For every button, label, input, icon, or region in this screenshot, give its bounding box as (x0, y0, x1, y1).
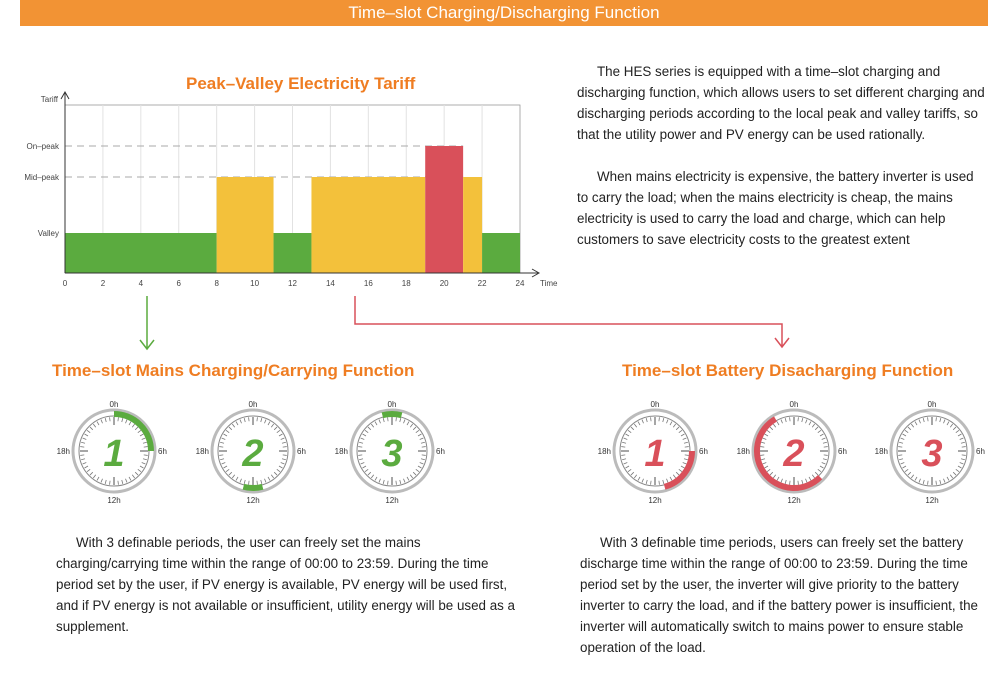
battery-section-title: Time–slot Battery Disacharging Function (622, 361, 954, 380)
dial-label-6h: 6h (699, 447, 708, 456)
x-tick-label: 16 (363, 279, 373, 288)
dial-label-12h: 12h (246, 496, 260, 505)
segment-1-mid-peak (217, 177, 274, 273)
intro-text (577, 61, 987, 250)
dial-tick (80, 447, 84, 448)
segment-4-on-peak (425, 146, 463, 273)
dial-active-arc (243, 487, 262, 488)
dial-number: 2 (242, 433, 264, 475)
dial-tick (659, 481, 660, 485)
battery-description (580, 532, 995, 658)
dial-tick (824, 455, 828, 456)
chart-title: Peak–Valley Electricity Tariff (186, 74, 416, 93)
x-tick-label: 12 (288, 279, 297, 288)
dial-label-0h: 0h (789, 400, 799, 409)
dial-label-0h: 0h (248, 400, 258, 409)
battery-dial-3 (875, 400, 985, 505)
x-tick-label: 20 (439, 279, 449, 288)
dial-tick (962, 447, 966, 448)
dial-tick (936, 417, 937, 421)
dial-label-18h: 18h (736, 447, 750, 456)
dial-tick (358, 455, 362, 456)
dial-tick (283, 455, 287, 456)
y-axis-label: Tariff (40, 95, 58, 104)
dial-number: 1 (644, 433, 666, 475)
section-banner: Time–slot Charging/Discharging Function (20, 0, 988, 26)
dial-tick (651, 417, 652, 421)
dial-number: 1 (103, 433, 125, 475)
dial-tick (928, 417, 929, 421)
dial-tick (144, 447, 148, 448)
dial-label-18h: 18h (597, 447, 611, 456)
dial-label-0h: 0h (109, 400, 119, 409)
dial-tick (144, 455, 148, 456)
dial-label-6h: 6h (436, 447, 445, 456)
segment-2-valley (274, 233, 312, 273)
y-level-label: Mid–peak (24, 173, 59, 182)
red-arrow (355, 296, 789, 347)
dial-tick (358, 447, 362, 448)
dial-number: 3 (921, 433, 943, 475)
dial-tick (422, 455, 426, 456)
dial-label-0h: 0h (650, 400, 660, 409)
dial-tick (685, 455, 689, 456)
dial-tick (118, 417, 119, 421)
dial-label-6h: 6h (297, 447, 306, 456)
mains-dial-2 (196, 400, 306, 505)
dial-tick (962, 455, 966, 456)
x-tick-label: 4 (138, 279, 144, 288)
dial-tick (659, 417, 660, 421)
segment-3-mid-peak (311, 177, 425, 273)
dial-tick (396, 417, 397, 421)
dial-tick (110, 417, 111, 421)
dial-tick (257, 417, 258, 421)
x-tick-label: 22 (477, 279, 487, 288)
dial-label-18h: 18h (195, 447, 209, 456)
dial-label-12h: 12h (385, 496, 399, 505)
dial-label-18h: 18h (56, 447, 70, 456)
x-tick-label: 18 (401, 279, 411, 288)
dial-tick (219, 455, 223, 456)
segment-6-valley (482, 233, 520, 273)
dial-tick (388, 481, 389, 485)
dial-tick (928, 481, 929, 485)
dial-tick (621, 455, 625, 456)
dial-label-12h: 12h (787, 496, 801, 505)
mains-section-title: Time–slot Mains Charging/Carrying Function (52, 361, 415, 380)
dial-tick (760, 447, 764, 448)
segment-5-mid-peak (463, 177, 482, 273)
dial-tick (422, 447, 426, 448)
x-tick-label: 0 (62, 279, 68, 288)
x-tick-label: 2 (100, 279, 106, 288)
dial-label-12h: 12h (107, 496, 121, 505)
dial-tick (790, 481, 791, 485)
dial-label-6h: 6h (976, 447, 985, 456)
battery-dial-2 (737, 400, 847, 505)
dial-tick (824, 447, 828, 448)
x-tick-label: 24 (515, 279, 525, 288)
dial-tick (898, 455, 902, 456)
dial-tick (249, 481, 250, 485)
mains-description (56, 532, 516, 637)
dial-active-arc (382, 414, 401, 415)
dial-tick (790, 417, 791, 421)
dial-tick (110, 481, 111, 485)
dial-tick (760, 455, 764, 456)
y-level-label: Valley (37, 229, 59, 238)
y-level-label: On–peak (26, 142, 59, 151)
dial-tick (283, 447, 287, 448)
segment-0-valley (65, 233, 217, 273)
dial-tick (396, 481, 397, 485)
dial-label-6h: 6h (838, 447, 847, 456)
dial-tick (798, 481, 799, 485)
x-axis-label: Time (540, 279, 558, 288)
intro-paragraph-1: The HES series is equipped with a time–slot charging and discharging function, which allows users to set different charging and discharging periods according to the local peak and valley tariffs, so that the utility power and PV energy can be used rationally. (577, 64, 985, 142)
dial-label-0h: 0h (927, 400, 937, 409)
dial-tick (388, 417, 389, 421)
dial-number: 3 (381, 433, 403, 475)
dial-tick (80, 455, 84, 456)
mains-description-text: With 3 definable periods, the user can freely set the mains charging/carrying time within the range of 00:00 to 23:59. During the time period set by the user, if PV energy is available, PV energy will be used first, and if PV energy is not available or insufficient, utility energy will be used as a supplement. (56, 535, 516, 634)
intro-paragraph-2: When mains electricity is expensive, the battery inverter is used to carry the load; when the mains electricity is cheap, the mains electricity is used to carry the load and charge, which can help customers to save electricity costs to the greatest extent (577, 169, 974, 247)
x-tick-label: 6 (176, 279, 181, 288)
x-tick-label: 10 (250, 279, 260, 288)
dial-group (0, 390, 1005, 520)
x-tick-label: 8 (214, 279, 219, 288)
dial-tick (936, 481, 937, 485)
mains-dial-1 (57, 400, 167, 505)
dial-tick (621, 447, 625, 448)
dial-label-12h: 12h (925, 496, 939, 505)
battery-description-text: With 3 definable time periods, users can freely set the battery discharge time within the range of 00:00 to 23:59. During the time period set by the user, the inverter will give priority to the battery inverter to carry the load, and if the battery power is insufficient, the inverter will automatically switch to mains power to ensure stable operation of the load. (580, 535, 978, 655)
dial-tick (685, 447, 689, 448)
dial-label-12h: 12h (648, 496, 662, 505)
dial-number: 2 (783, 433, 805, 475)
dial-tick (651, 481, 652, 485)
dial-tick (898, 447, 902, 448)
dial-label-6h: 6h (158, 447, 167, 456)
dial-tick (257, 481, 258, 485)
dial-tick (219, 447, 223, 448)
mains-dial-3 (335, 400, 445, 505)
dial-tick (798, 417, 799, 421)
dial-tick (249, 417, 250, 421)
green-arrow (140, 296, 154, 349)
x-tick-label: 14 (325, 279, 335, 288)
flow-arrows (0, 296, 1005, 356)
dial-label-0h: 0h (387, 400, 397, 409)
battery-dial-1 (598, 400, 708, 505)
dial-tick (118, 481, 119, 485)
dial-label-18h: 18h (874, 447, 888, 456)
dial-label-18h: 18h (334, 447, 348, 456)
